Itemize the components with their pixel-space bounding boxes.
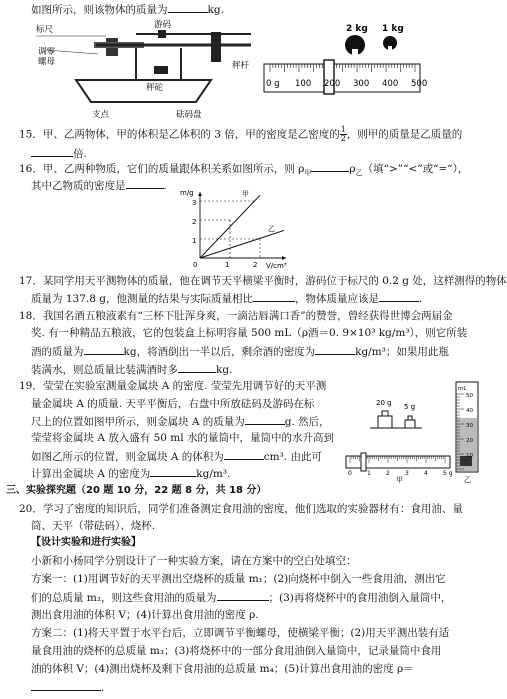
q17-line2: 质量为 137.8 g，他测量的结果与实际质量相比 ，物体质量应该是 . <box>31 293 423 305</box>
label-youma: 游码 <box>154 20 172 30</box>
ruler-tick-label: 500 <box>411 79 428 89</box>
q14-line: 如图所示，则该物体的质量为 kg. <box>31 4 224 16</box>
fraction-one-half: $\frac{1}{2}$ <box>340 125 346 143</box>
cylinder-unit: mL <box>458 386 467 392</box>
series-jia-label: 甲 <box>242 190 249 198</box>
q19-ruler-label: 0 <box>348 470 352 477</box>
cylinder-label: 30 <box>466 423 473 429</box>
q19-line3: 尺上的位置如图甲所示，则金属块 A 的质量为 g. 然后， <box>31 416 330 428</box>
q20-subheading: 【设计实验和进行实验】 <box>31 537 141 548</box>
label-chengtuo: 秤砣 <box>146 83 164 93</box>
series-yi-label: 乙 <box>268 225 275 233</box>
weight-2kg-label: 2 kg <box>346 24 368 34</box>
x-tick-2: 2 <box>253 261 258 269</box>
q20-line4: 小新和小杨同学分别设计了一种实验方案，请在方案中的空白处填空： <box>31 555 357 567</box>
steelyard-figure <box>36 20 268 120</box>
caption-yi: 乙 <box>464 476 471 484</box>
y-tick-2: 2 <box>192 218 197 226</box>
y-tick-1: 1 <box>192 237 197 245</box>
weight-5g-label: 5 g <box>404 403 416 411</box>
answer-blank[interactable] <box>224 449 264 460</box>
weight-20g-icon <box>378 416 392 428</box>
ruler-tick-label: 300 <box>353 79 370 89</box>
q19-ruler-label: 1 <box>367 470 371 477</box>
mass-volume-graph <box>178 188 290 270</box>
q19-line6: 计算出金属块 A 的密度为 kg/m³. <box>31 468 231 480</box>
q19-ruler-label: 3 <box>405 470 409 477</box>
q16-line1: 16．甲、乙两种物质，它们的质量跟体积关系如图所示，则 $\rho_甲$ $\rho_乙$（填“>”“<”或“=”）， <box>19 163 469 178</box>
cylinder-label: 20 <box>466 438 473 444</box>
label-famapan: 砝码盘 <box>176 110 202 120</box>
q18-line3: 酒的质量为 kg，将酒倒出一半以后，剩余酒的密度为 kg/m³；如果用此瓶 <box>31 346 449 358</box>
x-tick-0: 0 <box>193 261 198 269</box>
q18-line2: 奖. 有一种精品五粮液，它的包装盒上标明容量 500 mL（ρ酒＝0. 9×10³ kg/m³），则它所装 <box>31 327 468 339</box>
q20-line6: 们的总质量 m₂，则这些食用油的质量为 ；(3)再将烧杯中的食用油倒入量筒中， <box>31 592 452 604</box>
label-zhidian: 支点 <box>92 110 110 120</box>
label-biaochi: 标尺 <box>36 25 54 35</box>
answer-blank[interactable] <box>31 146 73 157</box>
answer-blank[interactable] <box>217 590 269 601</box>
answer-blank[interactable] <box>245 414 285 425</box>
x-axis-label: V/cm³ <box>266 262 287 270</box>
cylinder-label: 40 <box>466 408 473 414</box>
ruler-tick-label: 0 g <box>266 79 280 89</box>
caption-jia: 甲 <box>396 476 403 484</box>
q19-rider <box>361 453 366 471</box>
answer-blank[interactable] <box>31 680 101 691</box>
cylinder-label: 50 <box>466 393 473 399</box>
y-axis-label: m/g <box>180 189 194 197</box>
weight-1kg-label: 1 kg <box>382 24 404 34</box>
x-tick-1: 1 <box>225 261 230 269</box>
q20-line2: 筒、天平（带砝码）、烧杯. <box>31 520 156 532</box>
q18-line4: 装满水，则总质量比装满酒时多 kg. <box>31 364 233 376</box>
answer-blank[interactable] <box>379 291 419 302</box>
ruler-tick-label: 200 <box>324 79 341 89</box>
q19-line2: 量金属块 A 的质量. 天平平衡后，右盘中所放砝码及游码在标 <box>31 398 315 410</box>
q19-line4: 莹莹将金属块 A 放入盛有 50 ml 水的量筒中，量筒中的水升高到 <box>31 432 334 444</box>
q19-ruler-label: 4 <box>424 470 428 477</box>
weight-5g-icon <box>405 420 415 428</box>
q19-figure <box>342 378 482 484</box>
cylinder-label: 10 <box>466 453 473 459</box>
answer-blank[interactable] <box>178 362 216 373</box>
q20-line1: 20．学习了密度的知识后，同学们准备测定食用油的密度，他们选取的实验器材有：食用油、量 <box>19 503 463 515</box>
q17-line1: 17．某同学用天平测物体的质量，他在调节天平横梁平衡时，游码位于标尺的 0.2 g 处，这样测得的物体 <box>19 275 507 287</box>
q20-line7: 测出食用油的体积 V；(4)计算出食用油的密度 ρ. <box>31 609 259 621</box>
label-tiaoling-1: 调零 <box>38 47 56 57</box>
q20-line9: 量食用油的烧杯的总质量 m₃；(3)将烧杯中的一部分食用油倒入量筒中，记录量筒中食用 <box>31 645 442 657</box>
label-tiaoling-2: 螺母 <box>38 57 56 67</box>
answer-blank[interactable] <box>311 161 349 172</box>
q19-line1: 19．莹莹在实验室测量金属块 A 的密度. 莹莹先用调节好的天平测 <box>19 380 327 392</box>
weight-20g-label: 20 g <box>376 399 392 407</box>
q18-line1: 18．我国名酒五粮液素有“三杯下肚浑身爽，一滴沾唇满口香”的赞誉，曾经获得世博会两届金 <box>19 310 453 322</box>
answer-blank[interactable] <box>150 466 196 477</box>
q19-line5: 如图乙所示的位置，则金属块 A 的体积为 cm³. 由此可 <box>31 451 322 463</box>
weights-ruler-figure <box>264 22 428 102</box>
q20-line5: 方案一：(1)用调节好的天平测出空烧杯的质量 m₁；(2)向烧杯中倒入一些食用油，测出它 <box>31 573 446 585</box>
q20-line11: . <box>31 680 104 695</box>
q15-line2: 倍. <box>31 146 87 161</box>
ruler-tick-label: 400 <box>382 79 399 89</box>
q20-line10: 油的体积 V；(4)测出烧杯及剩下食用油的总质量 m₄；(5)计算出食用油的密度 ρ＝ <box>31 663 414 675</box>
answer-blank[interactable] <box>126 178 164 189</box>
answer-blank[interactable] <box>168 2 208 13</box>
q19-ruler-label: 5 g <box>443 470 453 477</box>
answer-blank[interactable] <box>253 291 295 302</box>
label-chenggan: 秤杆 <box>232 61 250 71</box>
answer-blank[interactable] <box>315 344 355 355</box>
ruler-tick-label: 100 <box>295 79 312 89</box>
section-3-heading: 三、实验探究题（20 题 10 分，22 题 8 分，共 18 分） <box>6 485 267 496</box>
q20-line8: 方案二：(1)将天平置于水平台后，立即调节平衡螺母，使横梁平衡；(2)用天平测出装有适 <box>31 627 450 639</box>
q19-ruler-label: 2 <box>386 470 390 477</box>
q15-line1: 15．甲、乙两物体，甲的体积是乙体积的 3 倍，甲的密度是乙密度的 $\frac{1}{2}$ ，则甲的质量是乙质量的 <box>19 125 463 143</box>
q16-line2: 其中乙物质的密度是 . <box>31 180 167 192</box>
y-tick-3: 3 <box>192 199 197 207</box>
answer-blank[interactable] <box>84 344 124 355</box>
